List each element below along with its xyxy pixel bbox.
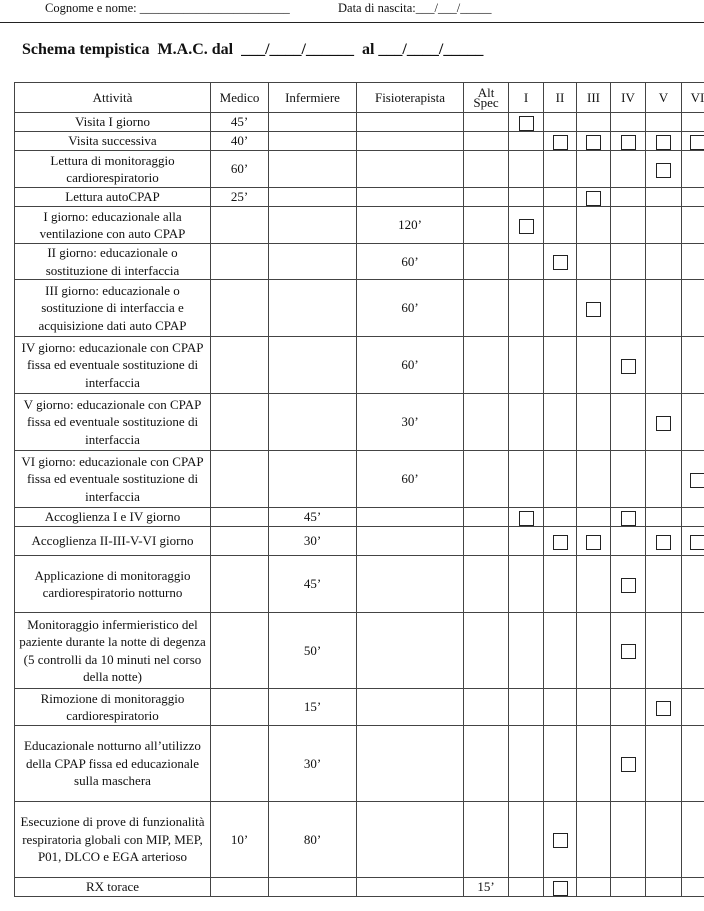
table-row bbox=[15, 280, 704, 337]
checkbox[interactable] bbox=[553, 881, 568, 896]
table-row bbox=[15, 188, 704, 207]
day-3-cell bbox=[577, 508, 611, 527]
day-2-cell bbox=[544, 726, 577, 802]
checkbox[interactable] bbox=[586, 135, 601, 150]
infermiere-time-cell: 30’ bbox=[269, 726, 357, 802]
day-1-cell bbox=[509, 151, 544, 188]
day-4-cell bbox=[611, 802, 646, 878]
day-2-cell bbox=[544, 151, 577, 188]
activity-cell: III giorno: educazionale o sostituzione di interfaccia e acquisizione dati auto CPAP bbox=[15, 280, 211, 337]
col-header-day-2: II bbox=[544, 83, 577, 113]
day-4-cell bbox=[611, 726, 646, 802]
day-2-cell bbox=[544, 613, 577, 689]
day-3-cell bbox=[577, 394, 611, 451]
day-3-cell bbox=[577, 188, 611, 207]
day-6-cell bbox=[682, 508, 704, 527]
day-3-cell bbox=[577, 802, 611, 878]
medico-time-cell bbox=[211, 394, 269, 451]
checkbox[interactable] bbox=[621, 359, 636, 374]
day-4-cell bbox=[611, 613, 646, 689]
activity-cell: Monitoraggio infermieristico del paziente durante la notte di degenza (5 controlli da 10 minuti nel corso della notte) bbox=[15, 613, 211, 689]
alt-spec-time-cell bbox=[464, 508, 509, 527]
alt-spec-time-cell bbox=[464, 113, 509, 132]
alt-spec-time-cell bbox=[464, 802, 509, 878]
checkbox[interactable] bbox=[553, 255, 568, 270]
fisioterapista-time-cell bbox=[357, 689, 464, 726]
fisioterapista-time-cell: 60’ bbox=[357, 244, 464, 280]
day-5-cell bbox=[646, 394, 682, 451]
day-4-cell bbox=[611, 280, 646, 337]
day-5-cell bbox=[646, 527, 682, 556]
infermiere-time-cell: 30’ bbox=[269, 527, 357, 556]
table-row bbox=[15, 689, 704, 726]
infermiere-time-cell bbox=[269, 394, 357, 451]
table-row bbox=[15, 802, 704, 878]
medico-time-cell bbox=[211, 280, 269, 337]
infermiere-time-cell bbox=[269, 451, 357, 508]
infermiere-time-cell bbox=[269, 337, 357, 394]
day-5-cell bbox=[646, 556, 682, 613]
fisioterapista-time-cell bbox=[357, 188, 464, 207]
infermiere-time-cell: 45’ bbox=[269, 508, 357, 527]
infermiere-time-cell: 45’ bbox=[269, 556, 357, 613]
day-5-cell bbox=[646, 337, 682, 394]
day-4-cell bbox=[611, 451, 646, 508]
checkbox[interactable] bbox=[656, 535, 671, 550]
birth-date-field[interactable]: Data di nascita:___/___/_____ bbox=[338, 1, 492, 15]
fisioterapista-time-cell bbox=[357, 527, 464, 556]
infermiere-time-cell bbox=[269, 878, 357, 897]
day-4-cell bbox=[611, 878, 646, 897]
day-2-cell bbox=[544, 689, 577, 726]
checkbox[interactable] bbox=[586, 191, 601, 206]
day-4-cell bbox=[611, 556, 646, 613]
alt-spec-time-cell bbox=[464, 394, 509, 451]
day-6-cell bbox=[682, 878, 704, 897]
day-6-cell bbox=[682, 337, 704, 394]
day-1-cell bbox=[509, 113, 544, 132]
day-3-cell bbox=[577, 244, 611, 280]
patient-name-field[interactable]: Cognome e nome: ________________________ bbox=[45, 1, 290, 15]
day-4-cell bbox=[611, 113, 646, 132]
day-2-cell bbox=[544, 802, 577, 878]
col-header-day-4: IV bbox=[611, 83, 646, 113]
checkbox[interactable] bbox=[621, 135, 636, 150]
day-6-cell bbox=[682, 132, 704, 151]
medico-time-cell: 60’ bbox=[211, 151, 269, 188]
day-4-cell bbox=[611, 689, 646, 726]
day-6-cell bbox=[682, 613, 704, 689]
day-4-cell bbox=[611, 188, 646, 207]
day-3-cell bbox=[577, 451, 611, 508]
col-header-day-3: III bbox=[577, 83, 611, 113]
day-1-cell bbox=[509, 132, 544, 151]
table-row bbox=[15, 132, 704, 151]
day-5-cell bbox=[646, 207, 682, 244]
day-1-cell bbox=[509, 207, 544, 244]
day-4-cell bbox=[611, 132, 646, 151]
day-2-cell bbox=[544, 113, 577, 132]
activity-cell: Visita I giorno bbox=[15, 113, 211, 132]
table-row bbox=[15, 151, 704, 188]
alt-spec-time-cell bbox=[464, 689, 509, 726]
checkbox[interactable] bbox=[621, 578, 636, 593]
day-1-cell bbox=[509, 527, 544, 556]
day-4-cell bbox=[611, 244, 646, 280]
medico-time-cell bbox=[211, 878, 269, 897]
day-6-cell bbox=[682, 188, 704, 207]
alt-spec-time-cell bbox=[464, 726, 509, 802]
checkbox[interactable] bbox=[621, 644, 636, 659]
medico-time-cell bbox=[211, 613, 269, 689]
checkbox[interactable] bbox=[621, 511, 636, 526]
fisioterapista-time-cell bbox=[357, 132, 464, 151]
col-header-fisioterapista: Fisioterapista bbox=[357, 83, 464, 113]
activity-cell: Educazionale notturno all’utilizzo della CPAP fissa ed educazionale sulla maschera bbox=[15, 726, 211, 802]
checkbox[interactable] bbox=[690, 535, 704, 550]
alt-spec-time-cell bbox=[464, 556, 509, 613]
table-row bbox=[15, 556, 704, 613]
col-header-alt-spec: Alt Spec bbox=[464, 83, 509, 113]
day-3-cell bbox=[577, 726, 611, 802]
activity-cell: II giorno: educazionale o sostituzione di interfaccia bbox=[15, 244, 211, 280]
medico-time-cell bbox=[211, 689, 269, 726]
day-5-cell bbox=[646, 802, 682, 878]
alt-spec-time-cell: 15’ bbox=[464, 878, 509, 897]
infermiere-time-cell bbox=[269, 113, 357, 132]
day-2-cell bbox=[544, 556, 577, 613]
day-2-cell bbox=[544, 280, 577, 337]
infermiere-time-cell bbox=[269, 188, 357, 207]
fisioterapista-time-cell bbox=[357, 878, 464, 897]
day-1-cell bbox=[509, 244, 544, 280]
fisioterapista-time-cell: 120’ bbox=[357, 207, 464, 244]
day-4-cell bbox=[611, 394, 646, 451]
table-row bbox=[15, 726, 704, 802]
medico-time-cell bbox=[211, 244, 269, 280]
day-6-cell bbox=[682, 527, 704, 556]
day-4-cell bbox=[611, 207, 646, 244]
table-row bbox=[15, 113, 704, 132]
activity-cell: Accoglienza I e IV giorno bbox=[15, 508, 211, 527]
col-header-day-6: VI bbox=[682, 83, 704, 113]
col-header-medico: Medico bbox=[211, 83, 269, 113]
checkbox[interactable] bbox=[656, 416, 671, 431]
day-6-cell bbox=[682, 802, 704, 878]
day-6-cell bbox=[682, 151, 704, 188]
checkbox[interactable] bbox=[656, 135, 671, 150]
day-1-cell bbox=[509, 802, 544, 878]
fisioterapista-time-cell: 60’ bbox=[357, 451, 464, 508]
day-4-cell bbox=[611, 337, 646, 394]
day-6-cell bbox=[682, 207, 704, 244]
checkbox[interactable] bbox=[656, 163, 671, 178]
fisioterapista-time-cell: 60’ bbox=[357, 280, 464, 337]
medico-time-cell bbox=[211, 726, 269, 802]
alt-spec-time-cell bbox=[464, 151, 509, 188]
day-5-cell bbox=[646, 132, 682, 151]
activity-cell: Applicazione di monitoraggio cardiorespiratorio notturno bbox=[15, 556, 211, 613]
fisioterapista-time-cell: 30’ bbox=[357, 394, 464, 451]
day-1-cell bbox=[509, 337, 544, 394]
fisioterapista-time-cell bbox=[357, 802, 464, 878]
table-row bbox=[15, 508, 704, 527]
day-2-cell bbox=[544, 527, 577, 556]
day-6-cell bbox=[682, 394, 704, 451]
table-row bbox=[15, 451, 704, 508]
col-header-infermiere: Infermiere bbox=[269, 83, 357, 113]
day-2-cell bbox=[544, 394, 577, 451]
checkbox[interactable] bbox=[553, 535, 568, 550]
infermiere-time-cell: 50’ bbox=[269, 613, 357, 689]
day-5-cell bbox=[646, 188, 682, 207]
day-2-cell bbox=[544, 188, 577, 207]
day-2-cell bbox=[544, 132, 577, 151]
day-1-cell bbox=[509, 556, 544, 613]
checkbox[interactable] bbox=[519, 511, 534, 526]
medico-time-cell: 40’ bbox=[211, 132, 269, 151]
checkbox[interactable] bbox=[519, 219, 534, 234]
checkbox[interactable] bbox=[586, 535, 601, 550]
day-6-cell bbox=[682, 113, 704, 132]
medico-time-cell bbox=[211, 207, 269, 244]
infermiere-time-cell bbox=[269, 207, 357, 244]
table-row bbox=[15, 207, 704, 244]
infermiere-time-cell bbox=[269, 244, 357, 280]
alt-spec-time-cell bbox=[464, 613, 509, 689]
day-3-cell bbox=[577, 280, 611, 337]
day-2-cell bbox=[544, 878, 577, 897]
medico-time-cell bbox=[211, 508, 269, 527]
alt-spec-time-cell bbox=[464, 527, 509, 556]
col-header-activity: Attività bbox=[15, 83, 211, 113]
medico-time-cell: 10’ bbox=[211, 802, 269, 878]
day-3-cell bbox=[577, 613, 611, 689]
day-5-cell bbox=[646, 689, 682, 726]
day-5-cell bbox=[646, 113, 682, 132]
activity-cell: V giorno: educazionale con CPAP fissa ed eventuale sostituzione di interfaccia bbox=[15, 394, 211, 451]
infermiere-time-cell: 80’ bbox=[269, 802, 357, 878]
day-5-cell bbox=[646, 451, 682, 508]
checkbox[interactable] bbox=[519, 116, 534, 131]
table-row bbox=[15, 613, 704, 689]
day-1-cell bbox=[509, 508, 544, 527]
activity-cell: Visita successiva bbox=[15, 132, 211, 151]
day-2-cell bbox=[544, 337, 577, 394]
medico-time-cell: 45’ bbox=[211, 113, 269, 132]
table-row bbox=[15, 527, 704, 556]
table-row bbox=[15, 244, 704, 280]
alt-spec-time-cell bbox=[464, 280, 509, 337]
fisioterapista-time-cell bbox=[357, 508, 464, 527]
checkbox[interactable] bbox=[690, 135, 704, 150]
day-3-cell bbox=[577, 151, 611, 188]
fisioterapista-time-cell bbox=[357, 556, 464, 613]
day-1-cell bbox=[509, 689, 544, 726]
day-6-cell bbox=[682, 244, 704, 280]
day-3-cell bbox=[577, 689, 611, 726]
day-2-cell bbox=[544, 451, 577, 508]
checkbox[interactable] bbox=[621, 757, 636, 772]
checkbox[interactable] bbox=[553, 833, 568, 848]
schedule-body bbox=[15, 113, 704, 897]
schedule-table bbox=[14, 82, 704, 897]
medico-time-cell bbox=[211, 337, 269, 394]
day-5-cell bbox=[646, 280, 682, 337]
alt-spec-time-cell bbox=[464, 451, 509, 508]
activity-cell: Accoglienza II-III-V-VI giorno bbox=[15, 527, 211, 556]
day-5-cell bbox=[646, 151, 682, 188]
day-6-cell bbox=[682, 689, 704, 726]
day-2-cell bbox=[544, 207, 577, 244]
activity-cell: Lettura di monitoraggio cardiorespiratorio bbox=[15, 151, 211, 188]
day-5-cell bbox=[646, 878, 682, 897]
day-1-cell bbox=[509, 451, 544, 508]
table-row bbox=[15, 878, 704, 897]
table-row bbox=[15, 394, 704, 451]
fisioterapista-time-cell bbox=[357, 113, 464, 132]
medico-time-cell bbox=[211, 556, 269, 613]
alt-spec-time-cell bbox=[464, 207, 509, 244]
day-3-cell bbox=[577, 337, 611, 394]
table-row bbox=[15, 337, 704, 394]
day-2-cell bbox=[544, 244, 577, 280]
activity-cell: Lettura autoCPAP bbox=[15, 188, 211, 207]
day-6-cell bbox=[682, 451, 704, 508]
day-1-cell bbox=[509, 726, 544, 802]
day-3-cell bbox=[577, 132, 611, 151]
activity-cell: I giorno: educazionale alla ventilazione con auto CPAP bbox=[15, 207, 211, 244]
day-5-cell bbox=[646, 244, 682, 280]
day-5-cell bbox=[646, 613, 682, 689]
col-header-day-1: I bbox=[509, 83, 544, 113]
day-4-cell bbox=[611, 527, 646, 556]
day-3-cell bbox=[577, 113, 611, 132]
activity-cell: RX torace bbox=[15, 878, 211, 897]
medico-time-cell bbox=[211, 451, 269, 508]
patient-header bbox=[0, 0, 704, 23]
day-1-cell bbox=[509, 188, 544, 207]
day-3-cell bbox=[577, 207, 611, 244]
table-header-row bbox=[15, 83, 704, 113]
activity-cell: IV giorno: educazionale con CPAP fissa ed eventuale sostituzione di interfaccia bbox=[15, 337, 211, 394]
infermiere-time-cell: 15’ bbox=[269, 689, 357, 726]
checkbox[interactable] bbox=[553, 135, 568, 150]
day-5-cell bbox=[646, 508, 682, 527]
checkbox[interactable] bbox=[690, 473, 704, 488]
day-4-cell bbox=[611, 508, 646, 527]
day-5-cell bbox=[646, 726, 682, 802]
medico-time-cell bbox=[211, 527, 269, 556]
alt-spec-time-cell bbox=[464, 337, 509, 394]
alt-spec-time-cell bbox=[464, 132, 509, 151]
day-6-cell bbox=[682, 280, 704, 337]
day-1-cell bbox=[509, 613, 544, 689]
day-3-cell bbox=[577, 527, 611, 556]
alt-spec-time-cell bbox=[464, 244, 509, 280]
day-1-cell bbox=[509, 394, 544, 451]
activity-cell: Rimozione di monitoraggio cardiorespiratorio bbox=[15, 689, 211, 726]
day-1-cell bbox=[509, 280, 544, 337]
activity-cell: VI giorno: educazionale con CPAP fissa ed eventuale sostituzione di interfaccia bbox=[15, 451, 211, 508]
col-header-day-5: V bbox=[646, 83, 682, 113]
fisioterapista-time-cell bbox=[357, 613, 464, 689]
day-3-cell bbox=[577, 556, 611, 613]
infermiere-time-cell bbox=[269, 132, 357, 151]
day-3-cell bbox=[577, 878, 611, 897]
day-6-cell bbox=[682, 556, 704, 613]
activity-cell: Esecuzione di prove di funzionalità respiratoria globali con MIP, MEP, P01, DLCO e EGA arterioso bbox=[15, 802, 211, 878]
infermiere-time-cell bbox=[269, 151, 357, 188]
alt-spec-time-cell bbox=[464, 188, 509, 207]
medico-time-cell: 25’ bbox=[211, 188, 269, 207]
schedule-title: Schema tempistica M.A.C. dal ___/____/______ al ___/____/_____ bbox=[22, 41, 484, 58]
day-6-cell bbox=[682, 726, 704, 802]
checkbox[interactable] bbox=[656, 701, 671, 716]
fisioterapista-time-cell bbox=[357, 726, 464, 802]
infermiere-time-cell bbox=[269, 280, 357, 337]
fisioterapista-time-cell: 60’ bbox=[357, 337, 464, 394]
day-2-cell bbox=[544, 508, 577, 527]
day-1-cell bbox=[509, 878, 544, 897]
day-4-cell bbox=[611, 151, 646, 188]
fisioterapista-time-cell bbox=[357, 151, 464, 188]
checkbox[interactable] bbox=[586, 302, 601, 317]
